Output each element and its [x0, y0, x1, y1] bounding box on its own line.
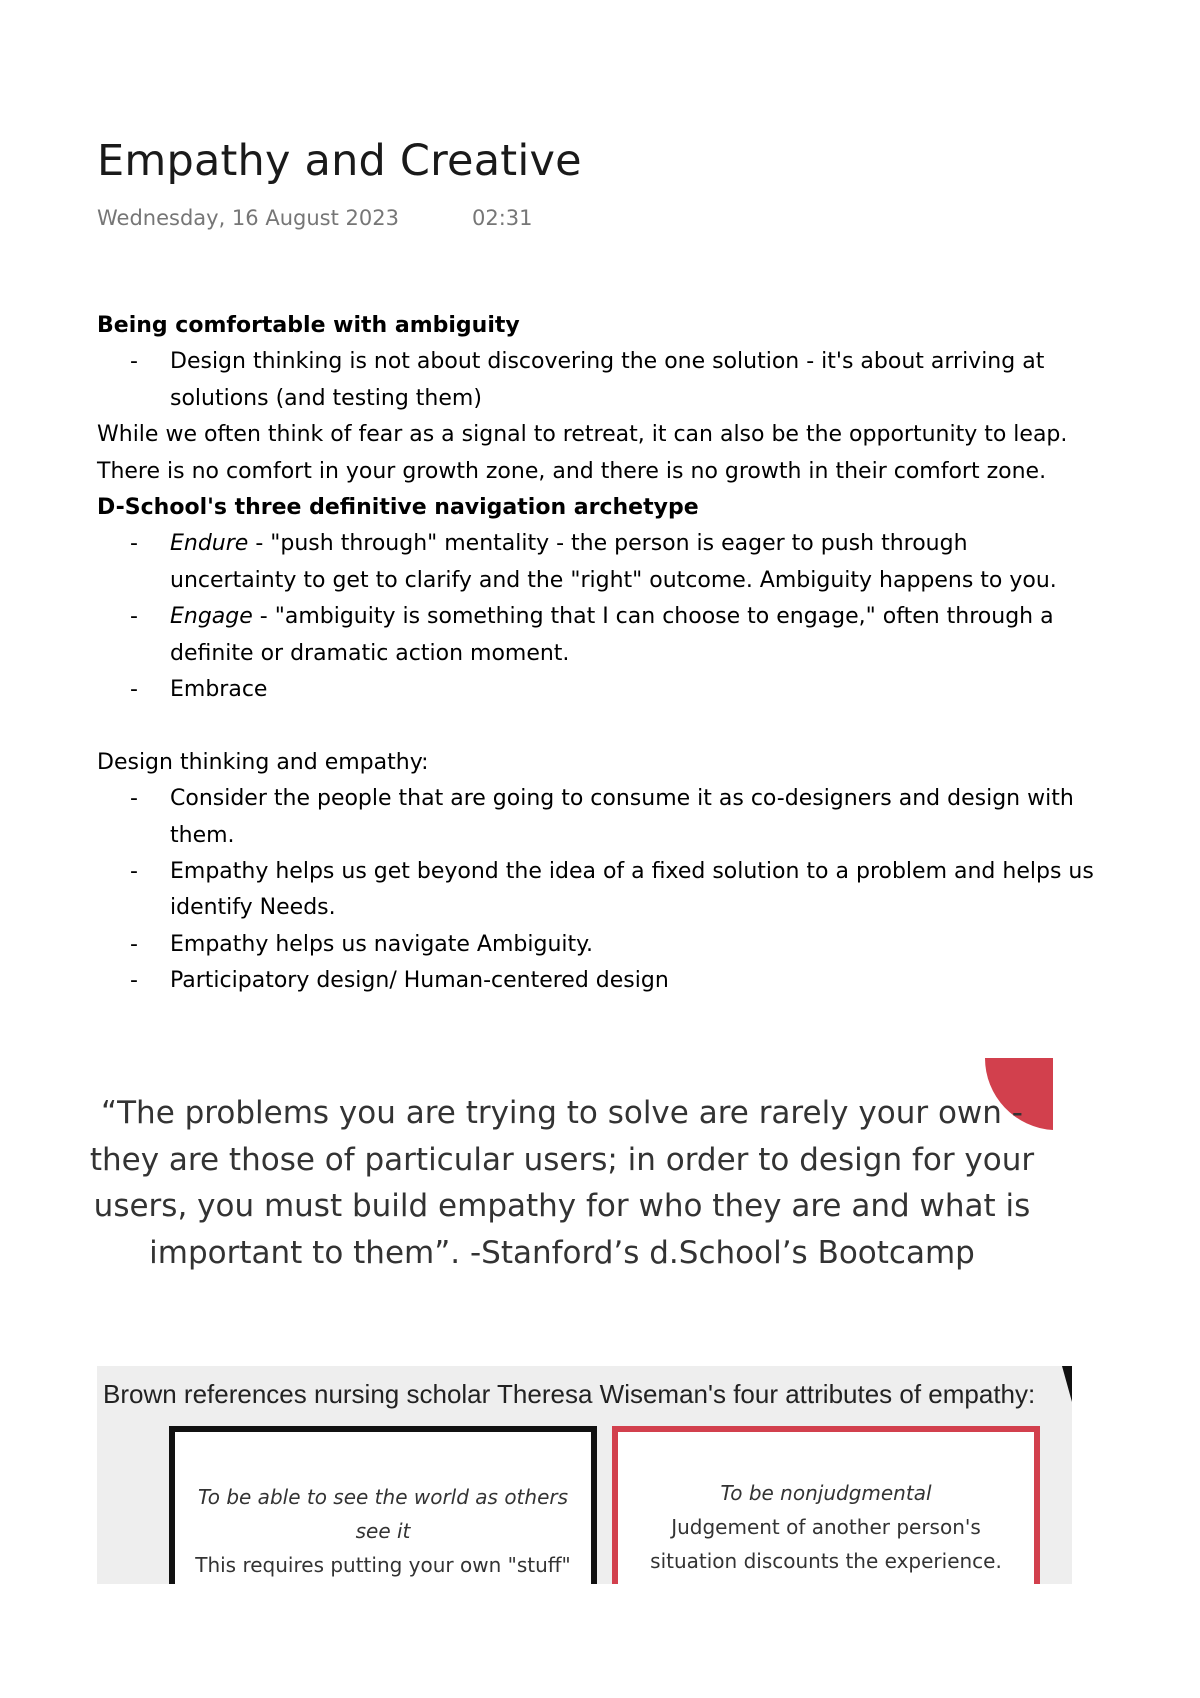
list-item-text: - "push through" mentality - the person is eager to push through	[248, 531, 968, 557]
list-item	[97, 927, 1182, 963]
list-item-text: solutions (and testing them)	[170, 385, 482, 411]
list-item-text: Participatory design/ Human-centered design	[170, 968, 669, 994]
bullet-dash: -	[130, 968, 138, 994]
bullet-dash: -	[130, 349, 138, 375]
list-item-text: Embrace	[170, 677, 268, 703]
heading-empathy: Design thinking and empathy:	[97, 749, 429, 775]
bullet-dash: -	[130, 677, 138, 703]
page-date: Wednesday, 16 August 2023	[97, 206, 399, 230]
list-item-engage	[97, 599, 1182, 672]
card-text: Judgement of another person's	[671, 1515, 981, 1539]
card-text: see it	[355, 1519, 411, 1543]
page-time: 02:31	[472, 206, 533, 230]
list-item-embrace	[97, 672, 1182, 708]
bullet-dash: -	[130, 931, 138, 957]
bullet-dash: -	[130, 859, 138, 885]
attribute-card-world-view	[169, 1426, 597, 1584]
list-item-text: - "ambiguity is something that I can choose to engage," often through a	[252, 604, 1054, 630]
list-item-endure	[97, 526, 1182, 599]
bullet-dash: -	[130, 786, 138, 812]
list-item-text: Empathy helps us navigate Ambiguity.	[170, 931, 594, 957]
growth-paragraph: There is no comfort in your growth zone, and there is no growth in their comfort zone.	[97, 458, 1047, 484]
list-item-text: uncertainty to get to clarify and the "right" outcome. Ambiguity happens to you.	[170, 567, 1057, 593]
corner-mark-icon	[1060, 1366, 1072, 1406]
blank-line	[97, 708, 1182, 744]
list-item	[97, 963, 1182, 999]
list-item-text: Consider the people that are going to consume it as co-designers and design with	[170, 786, 1074, 812]
image-heading: Brown references nursing scholar Theresa Wiseman's four attributes of empathy:	[103, 1379, 1036, 1409]
list-item-text: identify Needs.	[170, 895, 336, 921]
term-engage: Engage	[170, 604, 253, 630]
heading-dschool: D-School's three definitive navigation archetype	[97, 495, 699, 521]
list-item	[97, 781, 1182, 854]
attribute-card-nonjudgmental	[612, 1426, 1040, 1584]
card-text: This requires putting your own "stuff"	[195, 1553, 571, 1577]
card-text: To be nonjudgmental	[720, 1481, 932, 1505]
list-item-text: Empathy helps us get beyond the idea of a fixed solution to a problem and helps us	[170, 859, 1094, 885]
quote-image[interactable]	[82, 1090, 1042, 1276]
empathy-attributes-image[interactable]	[97, 1366, 1072, 1584]
card-text: situation discounts the experience.	[650, 1549, 1002, 1573]
list-item-text: them.	[170, 822, 235, 848]
fear-paragraph: While we often think of fear as a signal to retreat, it can also be the opportunity to leap.	[97, 422, 1068, 448]
heading-ambiguity: Being comfortable with ambiguity	[97, 313, 520, 338]
list-item	[97, 854, 1182, 927]
list-item-text: Design thinking is not about discovering the one solution - it's about arriving at	[170, 349, 1045, 375]
bullet-dash: -	[130, 531, 138, 557]
quote-line: they are those of particular users; in order to design for your	[89, 1141, 1035, 1178]
term-endure: Endure	[170, 531, 249, 557]
quote-line: users, you must build empathy for who they are and what is	[93, 1188, 1031, 1224]
quote-line: important to them”. -Stanford’s d.School’s Bootcamp	[149, 1234, 975, 1271]
page-title[interactable]: Empathy and Creative	[97, 136, 582, 186]
list-item-text: definite or dramatic action moment.	[170, 640, 570, 666]
card-text: To be able to see the world as others	[197, 1485, 569, 1509]
quote-line: “The problems you are trying to solve are rarely your own -	[101, 1095, 1023, 1131]
note-body[interactable]	[97, 308, 1182, 1000]
bullet-dash: -	[130, 604, 138, 630]
list-item	[97, 344, 1182, 417]
